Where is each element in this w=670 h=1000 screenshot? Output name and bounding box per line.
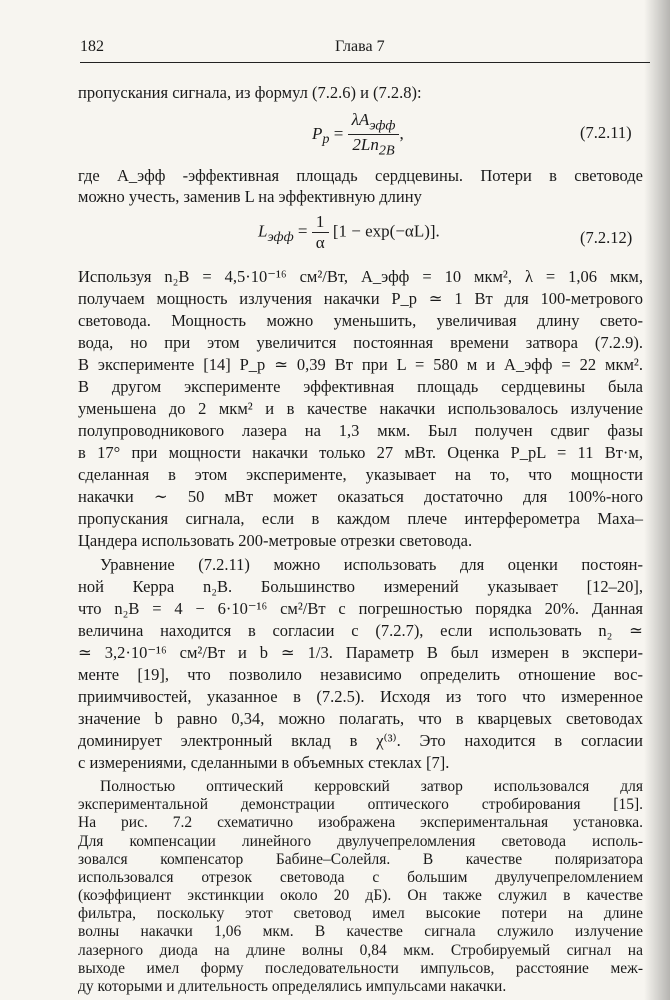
formula2-fraction [312,212,329,253]
para2-line: в 17° при мощности накачки только 27 мВт. Оценка P_pL = 11 Вт·м, [78,443,643,462]
formula1-numerator: λA [351,110,370,129]
formula1-den-sub: 2B [378,142,395,159]
page-number: 182 [80,38,104,55]
formula2-numerator: 1 [312,212,329,233]
formula2-lhs-sub: эфф [267,228,294,245]
para3-line: ной Керра n₂B. Большинство измерений указывает [12–20], [78,577,643,596]
para4-line: Полностью оптический керровский затвор использовался для [100,778,643,795]
formula2-denominator: α [315,233,325,252]
para2-line: пропускания сигнала, если в каждом плече интерферометра Маха– [78,509,643,528]
formula2-lhs: L [258,221,268,241]
para2-line: Используя n₂B = 4,5·10⁻¹⁶ см²/Вт, A_эфф = 10 мкм², λ = 1,06 мкм, [78,267,643,286]
para2-line: вода, но при этом увеличится постоянная времени затвора (7.2.9). [78,333,643,352]
para3-line: что n₂B = 4 − 6·10⁻¹⁶ см²/Вт с погрешностью порядка 20%. Данная [78,599,643,618]
para2-line: световода. Мощность можно уменьшить, увеличивая длину свето- [78,311,643,330]
para3-line: с измерениями, сделанными в объемных стеклах [7]. [78,753,450,772]
formula1-lhs-sub: p [322,131,330,148]
formula1-num-sub: эфф [369,117,396,134]
para2-line: В эксперименте [14] P_p ≃ 0,39 Вт при L = 580 м и A_эфф = 22 мкм². [78,355,643,374]
para3-line: значение b равно 0,34, можно полагать, что в кварцевых световодах [78,709,643,728]
para2-line: В другом эксперименте эффективная площадь сердцевины была [78,377,643,396]
formula1-fraction [348,110,400,160]
equation-number-1: (7.2.11) [580,123,632,142]
formula-7-2-12: $L_{эфф}$ = $\frac{1}{\alpha}$ [1 − exp(−αL)]. [258,212,440,252]
para4-line: зовался компенсатор Бабине–Солейля. В качестве поляризатора [78,850,643,868]
formula1-denominator: 2Ln [352,135,379,155]
para1-line: где A_эфф -эффективная площадь сердцевины. Потери в световоде [78,166,643,185]
para2-line: накачки ∼ 50 мВт может оказаться достаточно для 100%-ного [78,487,643,506]
para2-line: полупроводникового лазера на 1,3 мкм. Был получен сдвиг фазы [78,421,643,440]
para2-line: Цандера использовать 200-метровые отрезки световода. [78,531,473,550]
para4-line: использовался отрезок световода с большим двулучепреломлением [78,868,643,886]
para3-line: величина находится в согласии с (7.2.7), если использовать n₂ ≃ [78,621,643,640]
formula1-lhs: P [312,123,323,143]
para4-line: фильтра, поскольку этот световод имел высокие потери на длине [78,905,643,923]
para2-line: получаем мощность излучения накачки P_p ≃ 1 Вт для 100-метрового [78,289,643,308]
formula2-rest: [1 − exp(−αL)]. [332,221,440,241]
intro-line: пропускания сигнала, из формул (7.2.6) и (7.2.8): [78,83,422,102]
para4-line: ду которыми и длительность определялись импульсами накачки. [78,978,507,995]
para2-line: сделанная в этом эксперименте, указывает на то, что мощности [78,465,643,484]
para3-line: менте [19], что позволило независимо определить отношение вос- [78,665,643,684]
equation-number-2: (7.2.12) [580,228,633,247]
para4-line: Для компенсации линейного двулучепреломления световода исполь- [78,832,643,850]
page-edge-shadow [644,0,670,1000]
chapter-title: Глава 7 [335,38,385,55]
para4-line: На рис. 7.2 схематично изображена экспериментальная установка. [78,814,643,832]
formula-7-2-11: $P_p$ = $\frac{\lambda A_{эфф}}{2Ln_{2B}}$ , [312,110,404,159]
page-header [80,38,650,63]
para3-line: ≃ 3,2·10⁻¹⁶ см²/Вт и b ≃ 1/3. Параметр B был измерен в экспери- [78,643,643,662]
para2-line: уменьшена до 2 мкм² и в качестве накачки использовалось излучение [78,399,643,418]
para4-line: (коэффициент экстинкции около 20 дБ). Он также служил в качестве [78,887,643,905]
para3-line: Уравнение (7.2.11) можно использовать для оценки постоян- [100,555,643,574]
para1-line: можно учесть, заменив L на эффективную длину [78,187,422,206]
para4-line: волны накачки 1,06 мкм. В качестве сигнала служило излучение [78,923,643,941]
para4-line: экспериментальной демонстрации оптического стробирования [15]. [78,796,643,814]
para3-line: доминирует электронный вклад в χ⁽³⁾. Это находится в согласии [78,731,643,750]
para4-line: лазерного диода на длине волны 0,84 мкм. Стробируемый сигнал на [78,941,643,959]
para4-line: выходе имел форму последовательности импульсов, расстояние меж- [78,959,643,977]
para3-line: приимчивостей, указанное в (7.2.5). Исходя из того что измеренное [78,687,643,706]
